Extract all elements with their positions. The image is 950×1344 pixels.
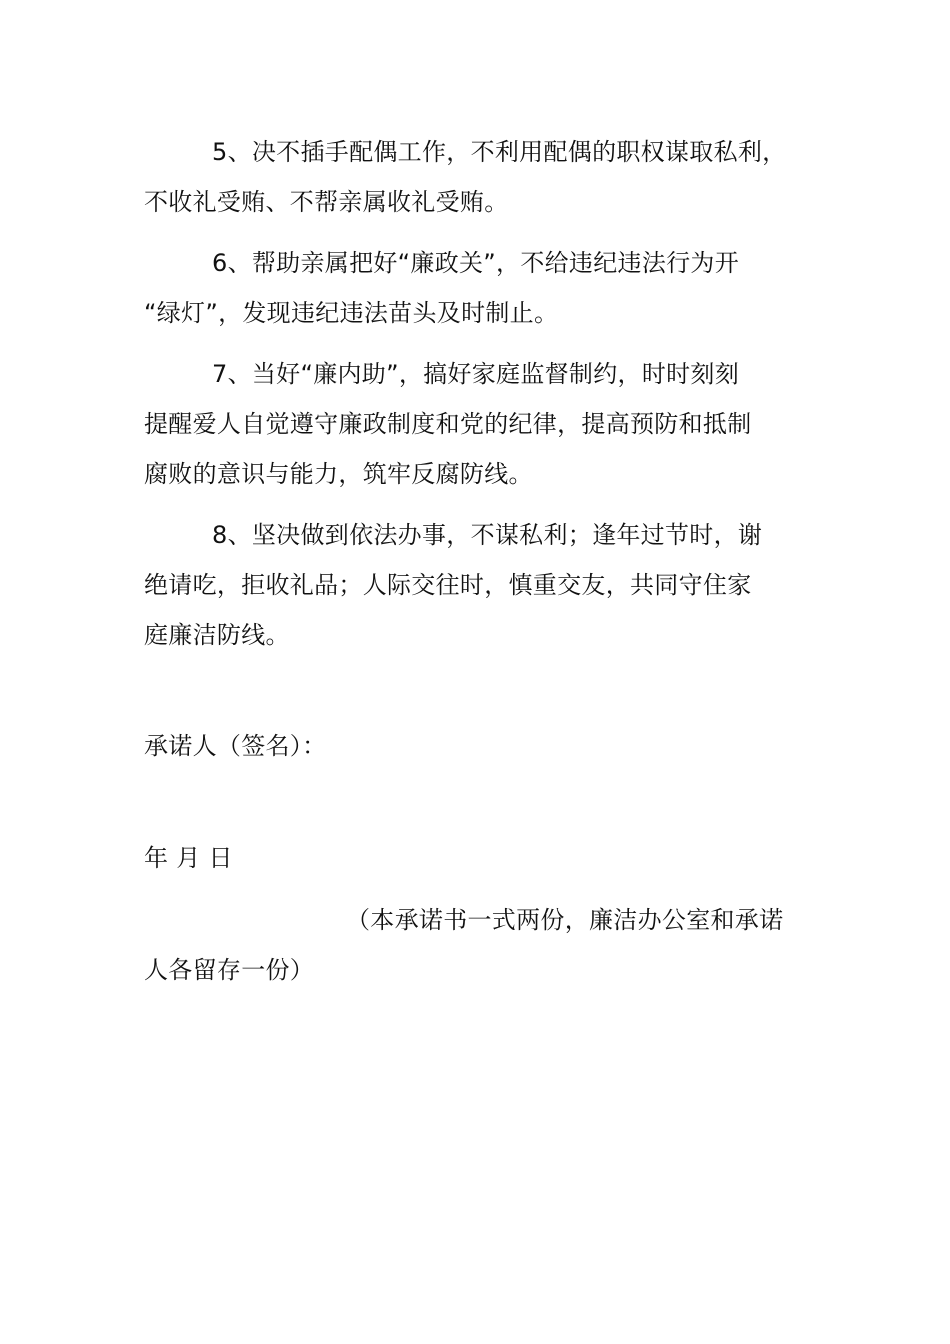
pledge-item-5-line-1: 5、决不插手配偶工作，不利用配偶的职权谋取私利， (212, 138, 787, 166)
pledge-item-6-line-1: 6、帮助亲属把好“廉政关”，不给违纪违法行为开 (212, 249, 740, 277)
pledge-item-6-line-2: “绿灯”，发现违纪违法苗头及时制止。 (144, 299, 559, 327)
pledge-item-8-line-1: 8、坚决做到依法办事，不谋私利；逢年过节时，谢 (212, 521, 763, 549)
pledge-item-7-line-2: 提醒爱人自觉遵守廉政制度和党的纪律，提高预防和抵制 (144, 410, 752, 438)
pledge-item-8-line-2: 绝请吃，拒收礼品；人际交往时，慎重交友，共同守住家 (144, 571, 752, 599)
date-label: 年 月 日 (144, 844, 233, 872)
pledge-item-8-line-3: 庭廉洁防线。 (144, 621, 290, 649)
copy-note-line-1: （本承诺书一式两份，廉洁办公室和承诺 (346, 906, 784, 934)
pledge-item-7-line-1: 7、当好“廉内助”，搞好家庭监督制约，时时刻刻 (212, 360, 740, 388)
signature-label: 承诺人（签名）： (144, 732, 327, 760)
pledge-item-5-line-2: 不收礼受贿、不帮亲属收礼受贿。 (144, 188, 509, 216)
copy-note-line-2: 人各留存一份） (144, 956, 315, 984)
pledge-item-7-line-3: 腐败的意识与能力，筑牢反腐防线。 (144, 460, 533, 488)
